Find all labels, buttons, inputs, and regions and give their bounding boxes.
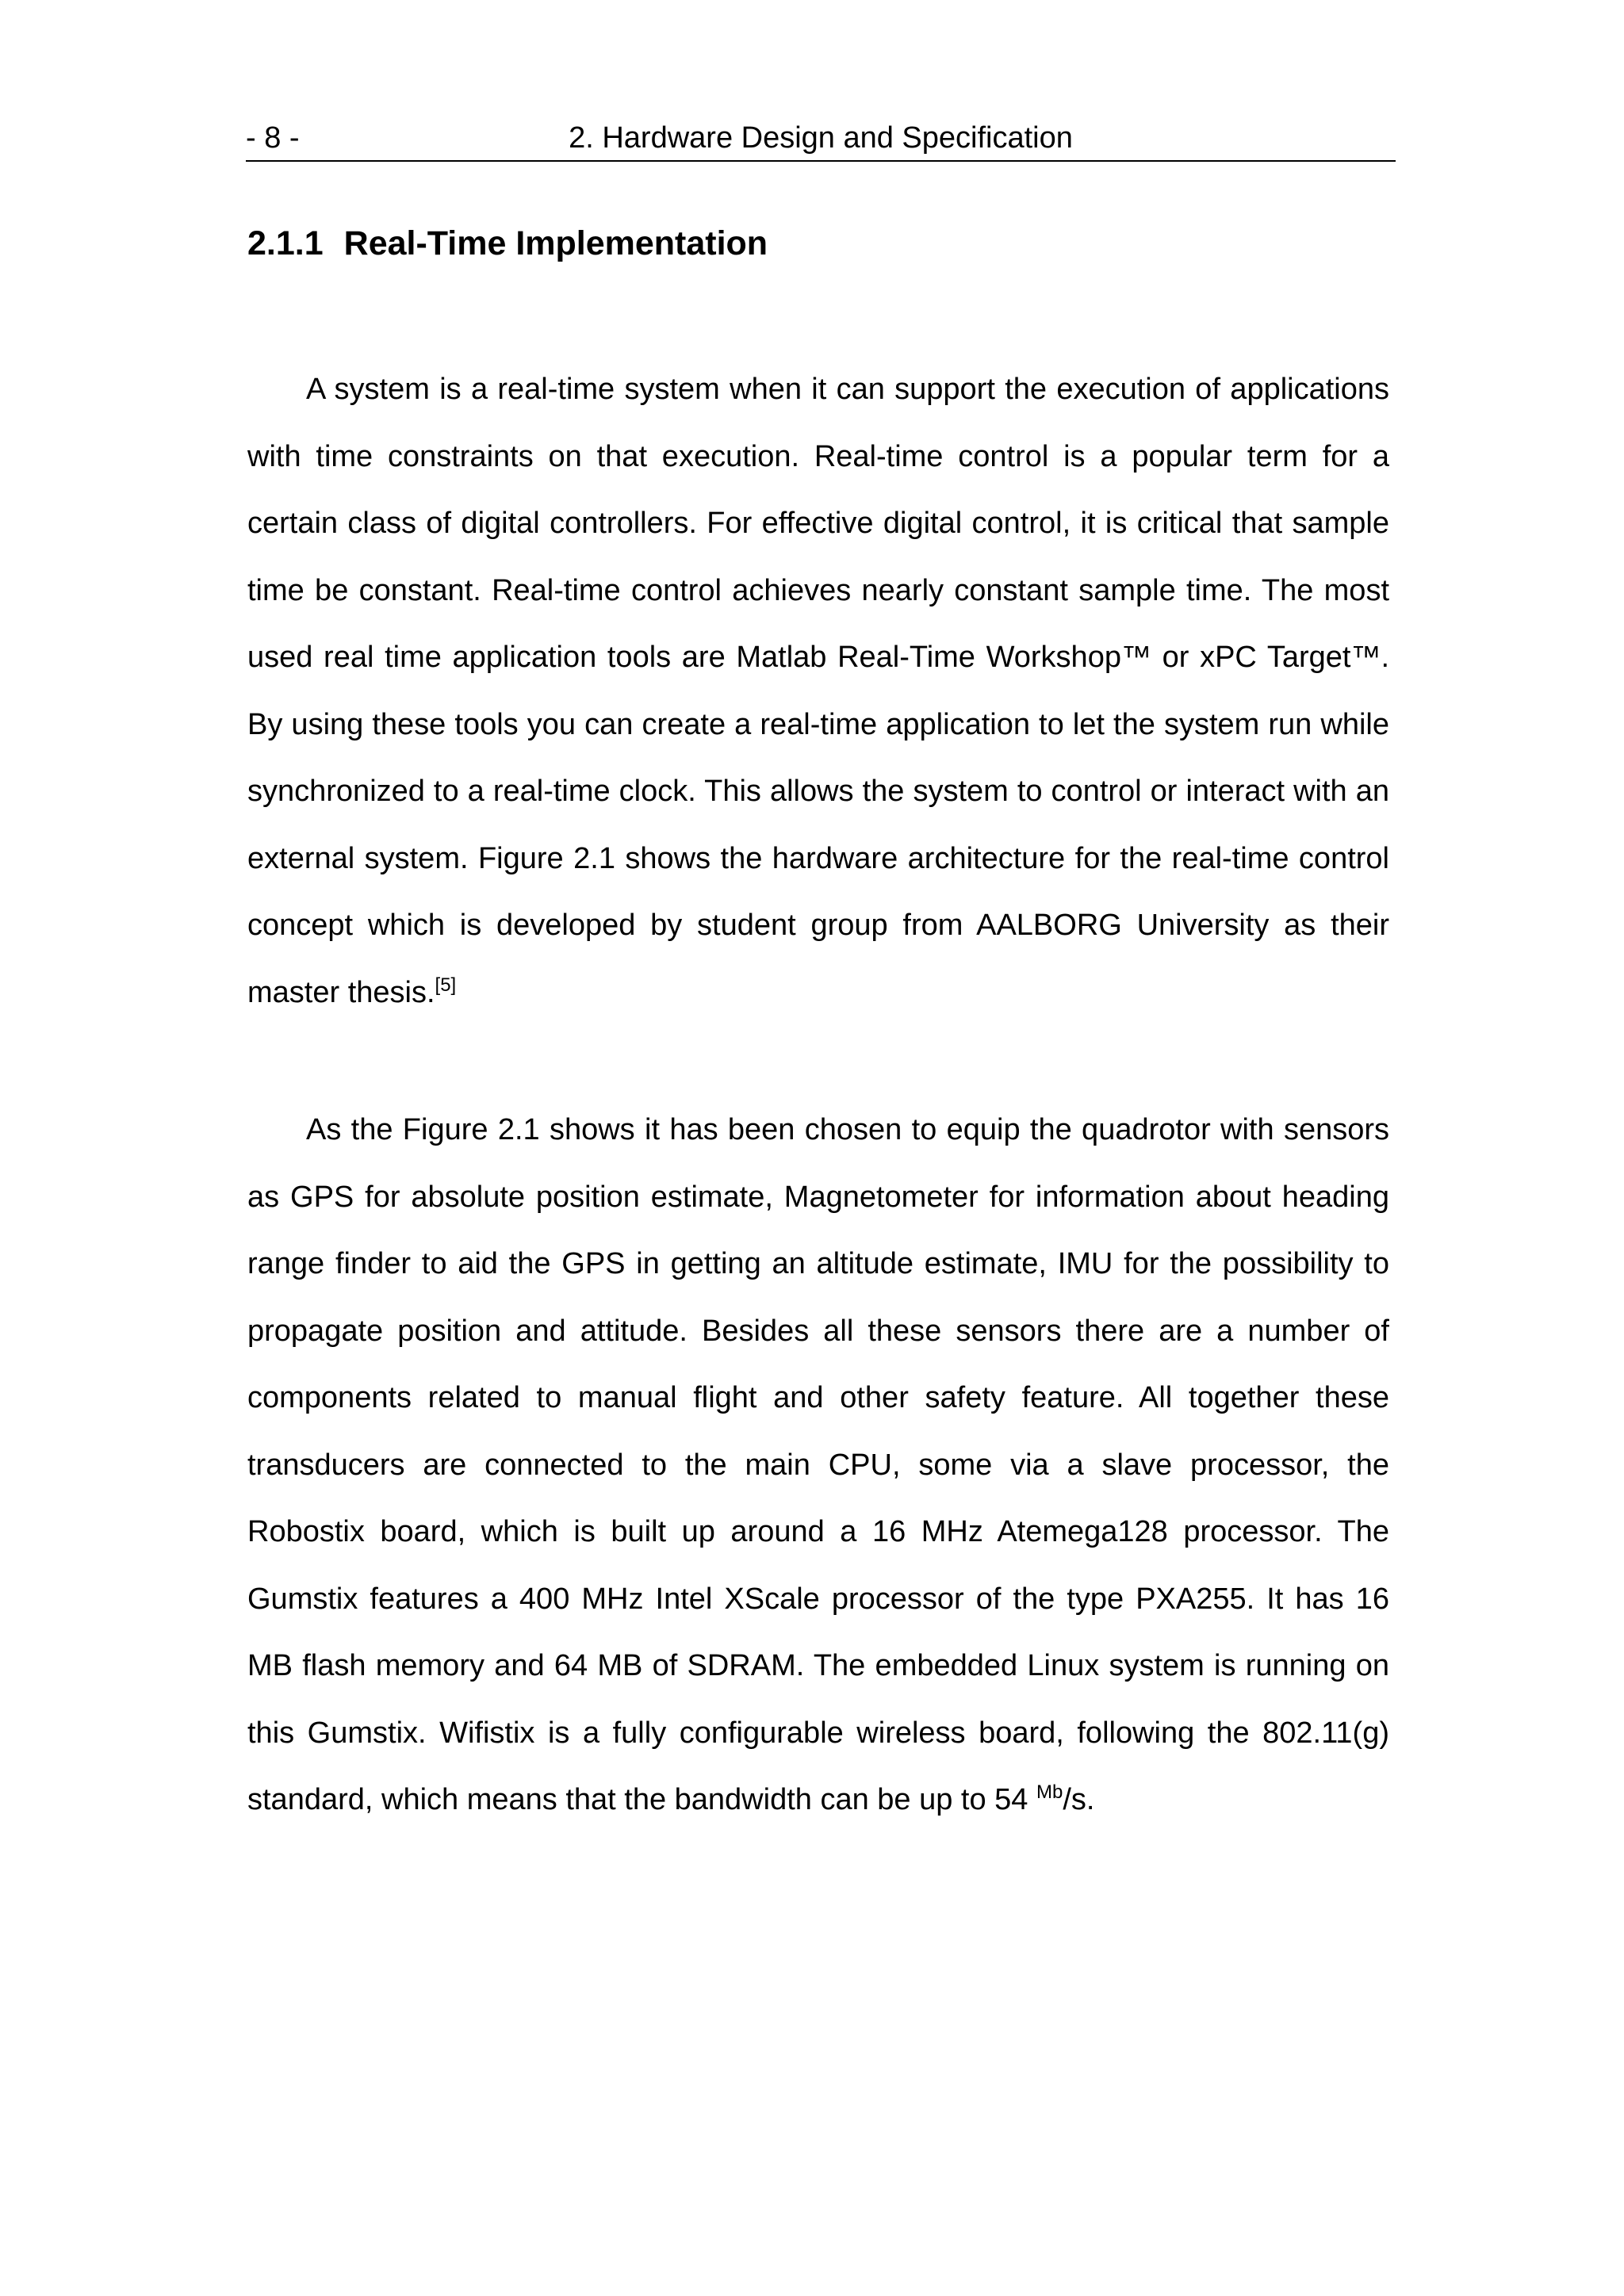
chapter-title: 2. Hardware Design and Specification bbox=[569, 121, 1073, 155]
citation-reference: [5] bbox=[435, 974, 457, 996]
unit-suffix: /s. bbox=[1063, 1783, 1095, 1816]
section-number: 2.1.1 bbox=[247, 224, 324, 262]
section-title: Real-Time Implementation bbox=[343, 224, 768, 262]
paragraph-text: As the Figure 2.1 shows it has been chosen to equip the quadrotor with sensors as GPS for absolute position estimate, Magnetometer for information about heading range finder to aid the GPS in getting an altitude estimate, IMU for the possibility to propagate position and attitude. Besides all these sensors there are a number of components related to manual flight and other safety feature. All together these transducers are connected to the main CPU, some via a slave processor, the Robostix board, which is built up around a 16 MHz Atemega128 processor. The Gumstix features a 400 MHz Intel XScale processor of the type PXA255. It has 16 MB flash memory and 64 MB of SDRAM. The embedded Linux system is running on this Gumstix. Wifistix is a fully configurable wireless board, following the 802.11(g) standard, which means that the bandwidth can be up to 54 bbox=[247, 1113, 1389, 1816]
running-header bbox=[246, 119, 1396, 162]
paragraph-text: A system is a real-time system when it can support the execution of applications with time constraints on that execution. Real-time control is a popular term for a certain class of digital controllers. For effective digital control, it is critical that sample time be constant. Real-time control achieves nearly constant sample time. The most used real time application tools are Matlab Real-Time Workshop™ or xPC Target™. By using these tools you can create a real-time application to let the system run while synchronized to a real-time clock. This allows the system to control or interact with an external system. Figure 2.1 shows the hardware architecture for the real-time control concept which is developed by student group from AALBORG University as their master thesis. bbox=[247, 373, 1389, 1009]
body-paragraph-sensors bbox=[247, 1096, 1389, 1834]
body-paragraph-real-time bbox=[247, 356, 1389, 1026]
unit-superscript: Mb bbox=[1036, 1781, 1063, 1803]
section-heading bbox=[247, 220, 768, 266]
page-number: - 8 - bbox=[246, 121, 300, 155]
